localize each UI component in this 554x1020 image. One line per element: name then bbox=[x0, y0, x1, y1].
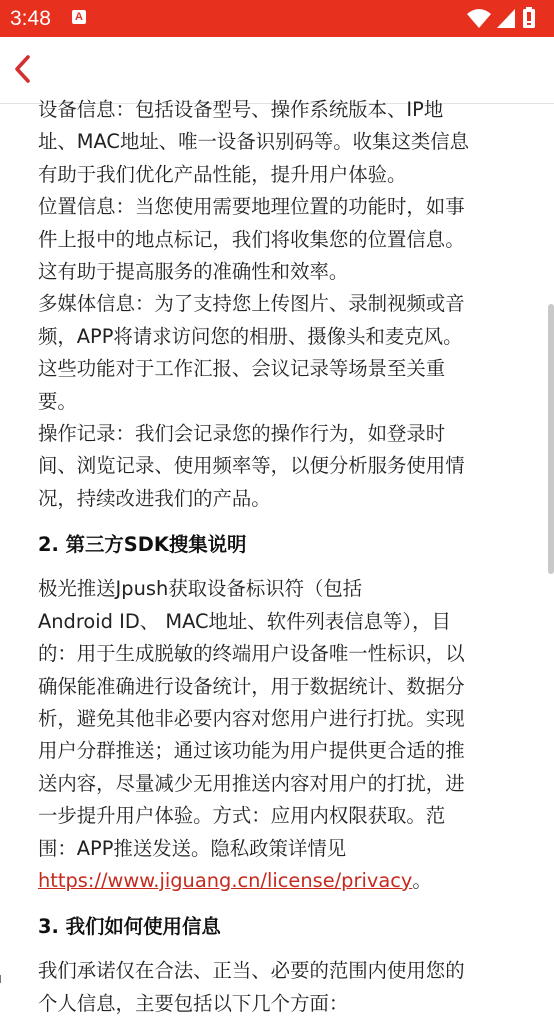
text-line: 件上报中的地点标记，我们将收集您的位置信息。 bbox=[38, 227, 465, 251]
text-line: 围：APP推送发送。隐私政策详情见 bbox=[38, 836, 347, 860]
text-line: 频，APP将请求访问您的相册、摄像头和麦克风。 bbox=[38, 324, 463, 348]
location-info-paragraph bbox=[38, 191, 524, 288]
text-line: 我们承诺仅在合法、正当、必要的范围内使用您的 bbox=[38, 959, 465, 983]
text-line: 位置信息：当您使用需要地理位置的功能时，如事 bbox=[38, 195, 465, 219]
back-button[interactable] bbox=[6, 47, 50, 91]
sdk-paragraph bbox=[38, 573, 524, 897]
text-line: 极光推送Jpush获取设备标识符（包括 bbox=[38, 577, 363, 601]
chevron-left-icon bbox=[6, 47, 50, 91]
privacy-text bbox=[38, 94, 524, 1020]
notification-icon bbox=[72, 10, 86, 24]
text-line: 有助于我们优化产品性能，提升用户体验。 bbox=[38, 162, 407, 186]
text-line: 这有助于提高服务的准确性和效率。 bbox=[38, 260, 349, 284]
signal-icon bbox=[496, 7, 516, 29]
battery-icon bbox=[522, 7, 536, 29]
status-bar bbox=[0, 0, 554, 37]
operation-records-paragraph bbox=[38, 418, 524, 515]
text-line: Android ID、 MAC地址、软件列表信息等），目 bbox=[38, 609, 451, 633]
status-time: 3:48 bbox=[10, 7, 51, 30]
text-line: 设备信息：包括设备型号、操作系统版本、IP地 bbox=[38, 98, 444, 121]
section-title-how-we-use-info: 3. 我们如何使用信息 bbox=[38, 915, 221, 939]
scrollbar-thumb[interactable] bbox=[548, 304, 554, 574]
text-line: 这些功能对于工作汇报、会议记录等场景至关重 bbox=[38, 357, 446, 381]
text-line: 要。 bbox=[38, 389, 77, 413]
wifi-icon bbox=[466, 7, 492, 29]
privacy-policy-link[interactable]: https://www.jiguang.cn/license/privacy bbox=[38, 868, 413, 892]
status-icons bbox=[466, 7, 546, 29]
device-info-paragraph bbox=[38, 94, 524, 191]
link-suffix: 。 bbox=[412, 868, 432, 892]
text-line: 用户分群推送；通过该功能为用户提供更合适的推 bbox=[38, 739, 465, 763]
text-line: 址、MAC地址、唯一设备识别码等。收集这类信息 bbox=[38, 130, 470, 154]
usage-paragraph bbox=[38, 955, 524, 1020]
text-line: 操作记录：我们会记录您的操作行为，如登录时 bbox=[38, 422, 446, 446]
text-line: 送内容，尽量减少无用推送内容对用户的打扰，进 bbox=[38, 771, 465, 795]
media-info-paragraph bbox=[38, 288, 524, 418]
notification-glyph: A bbox=[75, 11, 83, 23]
text-line: 的：用于生成脱敏的终端用户设备唯一性标识，以 bbox=[38, 642, 465, 666]
text-line: 一步提升用户体验。方式：应用内权限获取。范 bbox=[38, 804, 446, 828]
text-line: 确保能准确进行设备统计，用于数据统计、数据分 bbox=[38, 674, 465, 698]
text-line: 析，避免其他非必要内容对您用户进行打扰。实现 bbox=[38, 706, 465, 730]
text-line: 多媒体信息：为了支持您上传图片、录制视频或音 bbox=[38, 292, 465, 316]
text-line: 况，持续改进我们的产品。 bbox=[38, 486, 271, 510]
text-line: 个人信息，主要包括以下几个方面： bbox=[38, 991, 349, 1015]
edge-indicator bbox=[0, 975, 7, 983]
privacy-content[interactable] bbox=[0, 98, 554, 1015]
text-line: 间、浏览记录、使用频率等，以便分析服务使用情 bbox=[38, 454, 465, 478]
privacy-link-line bbox=[38, 865, 524, 897]
section-title-third-party-sdk: 2. 第三方SDK搜集说明 bbox=[38, 533, 247, 557]
